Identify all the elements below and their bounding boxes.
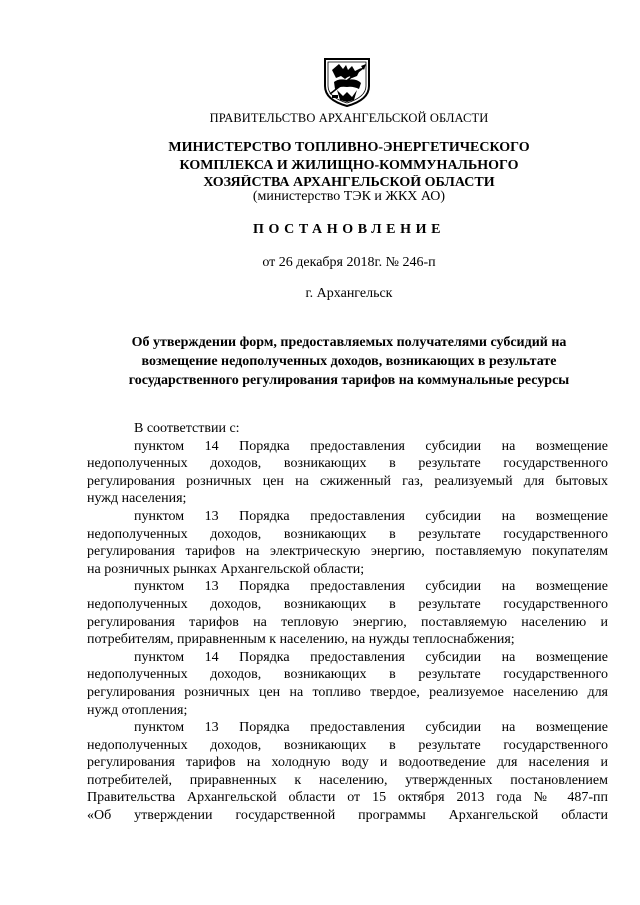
paragraph-line: пунктом 14 Порядка предоставления субсидии на возмещение bbox=[134, 438, 608, 454]
ministry-title-line: ХОЗЯЙСТВА АРХАНГЕЛЬСКОЙ ОБЛАСТИ bbox=[203, 175, 495, 191]
paragraph-line: пунктом 13 Порядка предоставления субсидии на возмещение bbox=[134, 579, 608, 595]
paragraph-line: потребителям, приравненным к населению, на нужды теплоснабжения; bbox=[87, 632, 515, 648]
paragraph-line: регулирования розничных цен на сжиженный газ, реализуемый для бытовых bbox=[87, 473, 608, 489]
paragraph-line: недополученных доходов, возникающих в результате государственного bbox=[87, 667, 608, 683]
ministry-short-name: (министерство ТЭК и ЖКХ АО) bbox=[252, 189, 446, 204]
document-type-heading: ПОСТАНОВЛЕНИЕ bbox=[252, 222, 446, 237]
body-paragraph bbox=[87, 719, 608, 825]
document-body bbox=[87, 420, 608, 825]
paragraph-line: «Об утверждении государственной программы Архангельской области bbox=[87, 808, 608, 824]
body-paragraph bbox=[87, 649, 608, 719]
paragraph-line: регулирования тарифов на холодную воду и водоотведение для населения и bbox=[87, 755, 608, 771]
government-title: ПРАВИТЕЛЬСТВО АРХАНГЕЛЬСКОЙ ОБЛАСТИ bbox=[209, 111, 489, 125]
paragraph-line: регулирования розничных цен на топливо твердое, реализуемое населению для bbox=[87, 684, 608, 700]
date-and-number: от 26 декабря 2018г. № 246-п bbox=[262, 255, 436, 270]
subject-line: Об утверждении форм, предоставляемых получателями субсидий на bbox=[131, 335, 567, 350]
paragraph-line: пунктом 13 Порядка предоставления субсидии на возмещение bbox=[134, 720, 608, 736]
document-subject bbox=[60, 333, 638, 390]
coat-of-arms-icon bbox=[319, 56, 375, 108]
ministry-title-line: МИНИСТЕРСТВО ТОПЛИВНО-ЭНЕРГЕТИЧЕСКОГО bbox=[168, 140, 530, 155]
paragraph-line: регулирования тарифов на электрическую энергию, поставляемую покупателям bbox=[87, 544, 608, 560]
subject-line: государственного регулирования тарифов на коммунальные ресурсы bbox=[128, 373, 570, 388]
ministry-title bbox=[120, 140, 578, 193]
body-paragraph bbox=[87, 578, 608, 648]
paragraph-line: регулирования тарифов на тепловую энергию, поставляемую населению и bbox=[87, 614, 608, 630]
paragraph-line: на розничных рынках Архангельской области; bbox=[87, 561, 365, 577]
paragraph-line: пунктом 14 Порядка предоставления субсидии на возмещение bbox=[134, 649, 608, 665]
paragraph-line: потребителей, приравненных к населению, утвержденных постановлением bbox=[87, 772, 608, 788]
body-paragraph bbox=[87, 438, 608, 508]
paragraph-line: Правительства Архангельской области от 15 октября 2013 года № 487-пп bbox=[87, 790, 608, 806]
body-intro: В соответствии с: bbox=[134, 421, 240, 436]
paragraph-line: недополученных доходов, возникающих в результате государственного bbox=[87, 456, 608, 472]
paragraph-line: недополученных доходов, возникающих в результате государственного bbox=[87, 596, 608, 612]
subject-line: возмещение недополученных доходов, возникающих в результате bbox=[141, 354, 557, 369]
body-paragraph bbox=[87, 508, 608, 578]
paragraph-line: недополученных доходов, возникающих в результате государственного bbox=[87, 526, 608, 542]
paragraph-line: нужд отопления; bbox=[87, 702, 188, 718]
issue-city: г. Архангельск bbox=[305, 286, 393, 301]
paragraph-line: нужд населения; bbox=[87, 491, 187, 507]
paragraph-line: пунктом 13 Порядка предоставления субсидии на возмещение bbox=[134, 508, 608, 524]
ministry-title-line: КОМПЛЕКСА И ЖИЛИЩНО-КОММУНАЛЬНОГО bbox=[179, 157, 519, 173]
paragraph-line: недополученных доходов, возникающих в результате государственного bbox=[87, 737, 608, 753]
